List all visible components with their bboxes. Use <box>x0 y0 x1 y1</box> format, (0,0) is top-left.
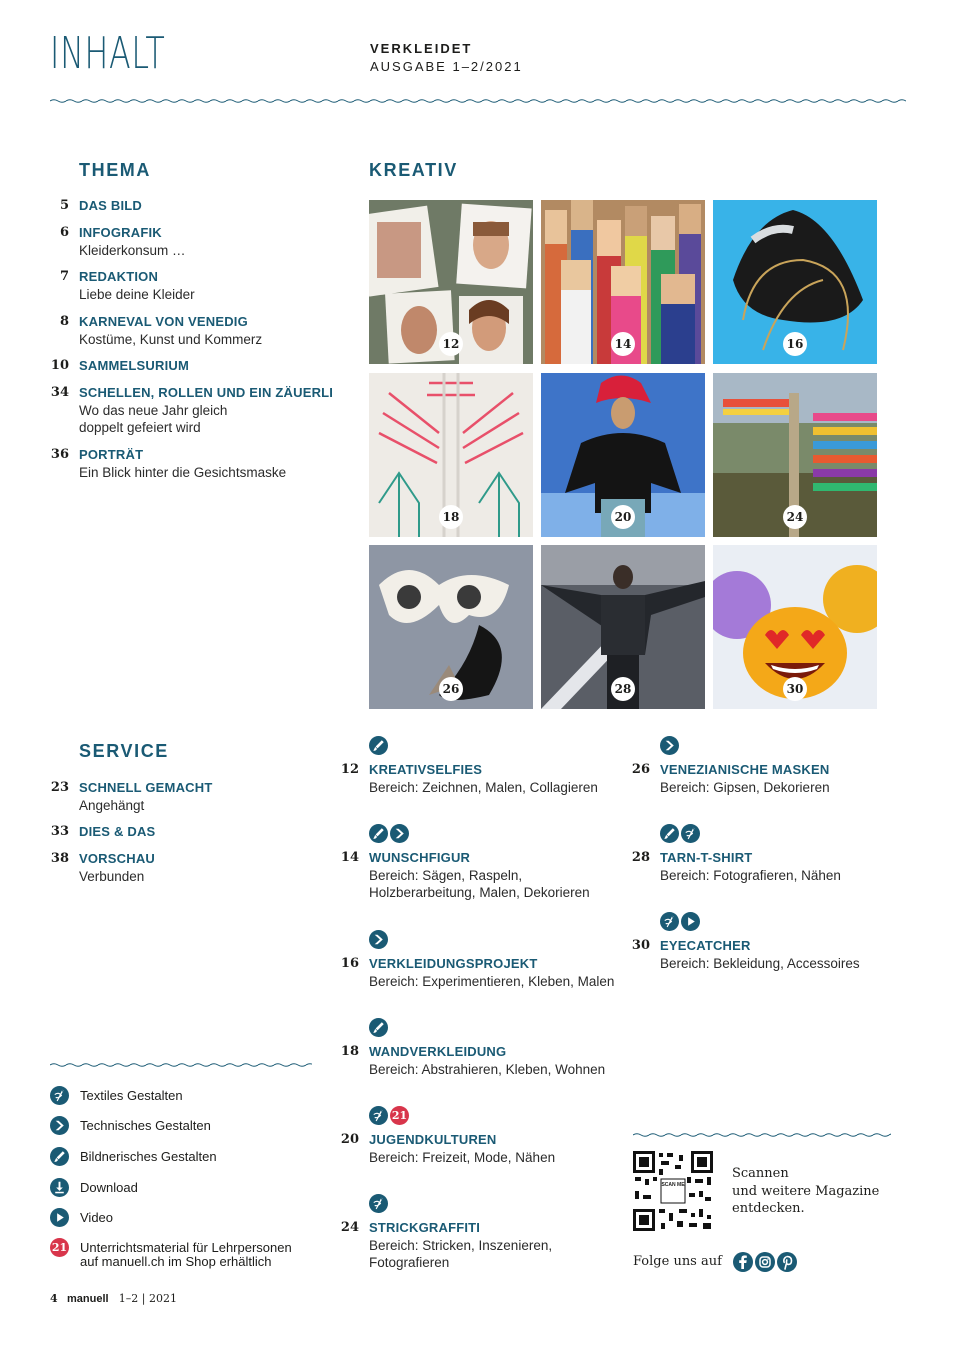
page-number: 5 <box>59 198 69 213</box>
svg-text:manuell: manuell <box>66 1293 109 1304</box>
project-area: Holzberarbeitung, Malen, Dekorieren <box>369 885 590 900</box>
hammer-icon <box>660 736 679 755</box>
page-badge: 24 <box>783 505 807 529</box>
toc-title: DIES & DAS <box>79 824 156 839</box>
toc-item-portraet[interactable] <box>50 446 287 481</box>
follow-label: Folge uns auf <box>633 1254 722 1269</box>
toc-item-dies-das[interactable] <box>50 823 156 841</box>
project-area: Bereich: Stricken, Inszenieren, <box>369 1237 553 1253</box>
project-title: VERKLEIDUNGSPROJEKT <box>369 956 538 971</box>
photo-wunschfigur[interactable] <box>541 200 705 364</box>
scan-line: und weitere Magazine <box>732 1183 880 1199</box>
category-icons <box>369 1018 390 1038</box>
scan-divider <box>633 1132 891 1138</box>
project-title: WUNSCHFIGUR <box>369 850 471 865</box>
toc-item-schellen[interactable] <box>50 384 334 437</box>
page-badge: 28 <box>611 677 635 701</box>
project-title: WANDVERKLEIDUNG <box>369 1044 507 1059</box>
material-badge: 21 <box>390 1106 409 1125</box>
needle-icon <box>681 824 700 843</box>
category-icons <box>660 912 702 932</box>
manuell-logo <box>67 1292 111 1304</box>
toc-item-vorschau[interactable] <box>50 850 155 885</box>
category-icons <box>660 824 702 844</box>
legend-label: Technisches Gestalten <box>80 1118 211 1133</box>
toc-subtitle: Verbunden <box>79 868 145 884</box>
scan-line: Scannen <box>732 1166 789 1181</box>
legend-label: Video <box>80 1210 114 1225</box>
project-eyecatcher[interactable] <box>631 937 860 972</box>
page-title: INHALT <box>50 28 166 79</box>
photo-venezianische-masken[interactable] <box>369 545 533 709</box>
page-badge: 30 <box>783 677 807 701</box>
instagram-icon[interactable] <box>755 1252 775 1272</box>
page-badge: 16 <box>783 332 807 356</box>
page-number: 24 <box>340 1220 359 1235</box>
toc-subtitle: Kostüme, Kunst und Kommerz <box>79 331 263 347</box>
hammer-icon <box>50 1116 69 1135</box>
pinterest-icon[interactable] <box>777 1252 797 1272</box>
project-area: Bereich: Gipsen, Dekorieren <box>660 779 830 795</box>
needle-icon <box>369 1106 388 1125</box>
kreativ-heading: KREATIV <box>369 160 458 180</box>
toc-title: INFOGRAFIK <box>79 225 162 240</box>
legend-divider <box>50 1062 312 1068</box>
project-title: JUGENDKULTUREN <box>369 1132 497 1147</box>
page-number: 28 <box>631 850 650 865</box>
toc-title: SCHELLEN, ROLLEN UND EIN ZÄUERLI <box>79 385 334 400</box>
legend-label: Unterrichtsmaterial für Lehrpersonen <box>80 1240 292 1255</box>
hammer-icon <box>390 824 409 843</box>
photo-verkleidungsprojekt[interactable] <box>713 200 877 364</box>
photo-strickgraffiti[interactable] <box>713 373 877 537</box>
toc-title: SAMMELSURIUM <box>79 358 190 373</box>
page-number: 34 <box>50 385 69 400</box>
material-badge: 21 <box>50 1238 69 1257</box>
page-number: 10 <box>50 358 69 373</box>
project-title: KREATIVSELFIES <box>369 762 483 777</box>
hammer-icon <box>369 930 388 949</box>
page-number: 26 <box>631 762 650 777</box>
page-number: 12 <box>340 762 359 777</box>
page-badge: 26 <box>439 677 463 701</box>
category-icons <box>660 736 681 756</box>
page-number: 20 <box>340 1132 359 1147</box>
download-icon <box>50 1178 69 1197</box>
toc-title: PORTRÄT <box>79 447 144 462</box>
page-number: 36 <box>50 447 69 462</box>
page-badge: 12 <box>439 332 463 356</box>
toc-item-redaktion[interactable] <box>59 268 195 303</box>
toc-item-karneval[interactable] <box>59 313 263 348</box>
legend-label: Textiles Gestalten <box>80 1088 183 1103</box>
photo-jugendkulturen[interactable] <box>541 373 705 537</box>
footer-issue: 1–2 | 2021 <box>118 1292 177 1305</box>
brush-icon <box>369 736 388 755</box>
category-icons <box>369 736 390 756</box>
needle-icon <box>660 912 679 931</box>
page-number: 30 <box>631 938 650 953</box>
legend-label: Download <box>80 1180 138 1195</box>
scan-line: entdecken. <box>732 1201 805 1216</box>
brush-icon <box>660 824 679 843</box>
project-area: Bereich: Zeichnen, Malen, Collagieren <box>369 779 598 795</box>
project-area: Bereich: Abstrahieren, Kleben, Wohnen <box>369 1061 606 1077</box>
photo-tarn-t-shirt[interactable] <box>541 545 705 709</box>
project-strickgraffiti[interactable] <box>340 1219 553 1272</box>
toc-title: VORSCHAU <box>79 851 155 866</box>
social-links <box>733 1252 797 1272</box>
toc-subtitle: Angehängt <box>79 797 145 813</box>
project-area: Bereich: Fotografieren, Nähen <box>660 867 841 883</box>
issue-title: VERKLEIDET <box>370 41 473 56</box>
legend-label: auf manuell.ch im Shop erhältlich <box>80 1254 272 1269</box>
toc-item-das-bild[interactable] <box>59 197 142 215</box>
issue-info <box>370 40 523 76</box>
toc-subtitle: doppelt gefeiert wird <box>79 420 201 435</box>
project-tarn-t-shirt[interactable] <box>631 849 841 884</box>
category-icons <box>369 1106 409 1126</box>
category-icons <box>369 824 411 844</box>
qr-code[interactable] <box>633 1151 713 1231</box>
brush-icon <box>369 824 388 843</box>
page-footer <box>50 1292 177 1305</box>
project-wunschfigur[interactable] <box>340 849 590 902</box>
needle-icon <box>50 1086 69 1105</box>
project-area: Bereich: Freizeit, Mode, Nähen <box>369 1149 556 1165</box>
project-title: STRICKGRAFFITI <box>369 1220 481 1235</box>
photo-kreativselfies[interactable] <box>369 200 533 364</box>
page-number: 23 <box>50 780 69 795</box>
toc-title: KARNEVAL VON VENEDIG <box>79 314 248 329</box>
project-area: Bereich: Experimentieren, Kleben, Malen <box>369 973 615 989</box>
toc-item-sammelsurium[interactable] <box>50 357 190 375</box>
page-number: 33 <box>50 824 69 839</box>
page-number: 14 <box>340 850 359 865</box>
category-icons <box>369 1194 390 1214</box>
project-kreativselfies[interactable] <box>340 761 598 796</box>
scan-text <box>732 1165 879 1218</box>
toc-item-infografik[interactable] <box>59 224 186 259</box>
footer-page-number: 4 <box>50 1292 58 1305</box>
toc-subtitle: Kleiderkonsum … <box>79 242 186 258</box>
qr-label: SCAN ME <box>661 1182 685 1188</box>
page-number: 16 <box>340 956 359 971</box>
project-wandverkleidung[interactable] <box>340 1043 606 1078</box>
project-title: EYECATCHER <box>660 938 751 953</box>
project-title: TARN-T-SHIRT <box>660 850 753 865</box>
issue-number: AUSGABE 1–2/2021 <box>370 59 523 74</box>
toc-subtitle: Ein Blick hinter die Gesichtsmaske <box>79 464 287 480</box>
project-title: VENEZIANISCHE MASKEN <box>660 762 830 777</box>
toc-item-schnell-gemacht[interactable] <box>50 779 213 814</box>
play-icon <box>50 1208 69 1227</box>
project-verkleidungsprojekt[interactable] <box>340 955 615 990</box>
page-number: 6 <box>59 225 69 240</box>
brush-icon <box>50 1147 69 1166</box>
toc-title: REDAKTION <box>79 269 159 284</box>
wavy-divider <box>50 98 906 104</box>
category-icons <box>369 930 390 950</box>
toc-subtitle: Wo das neue Jahr gleich <box>79 402 228 418</box>
facebook-icon[interactable] <box>733 1252 753 1272</box>
project-area: Fotografieren <box>369 1255 450 1270</box>
page-number: 7 <box>59 269 69 284</box>
brush-icon <box>369 1018 388 1037</box>
project-area: Bereich: Bekleidung, Accessoires <box>660 955 860 971</box>
project-venezianische-masken[interactable] <box>631 761 830 796</box>
needle-icon <box>369 1194 388 1213</box>
project-area: Bereich: Sägen, Raspeln, <box>369 867 523 883</box>
page-number: 38 <box>50 851 69 866</box>
toc-title: DAS BILD <box>79 198 142 213</box>
toc-title: SCHNELL GEMACHT <box>79 780 213 795</box>
play-icon <box>681 912 700 931</box>
photo-eyecatcher[interactable] <box>713 545 877 709</box>
legend-label: Bildnerisches Gestalten <box>80 1149 217 1164</box>
thema-heading: THEMA <box>79 160 151 180</box>
service-heading: SERVICE <box>79 741 169 761</box>
photo-wandverkleidung[interactable] <box>369 373 533 537</box>
toc-subtitle: Liebe deine Kleider <box>79 286 195 302</box>
project-jugendkulturen[interactable] <box>340 1131 556 1166</box>
page-number: 18 <box>340 1044 359 1059</box>
page-badge: 20 <box>611 505 635 529</box>
page-badge: 14 <box>611 332 635 356</box>
page-number: 8 <box>59 314 69 329</box>
page-badge: 18 <box>439 505 463 529</box>
